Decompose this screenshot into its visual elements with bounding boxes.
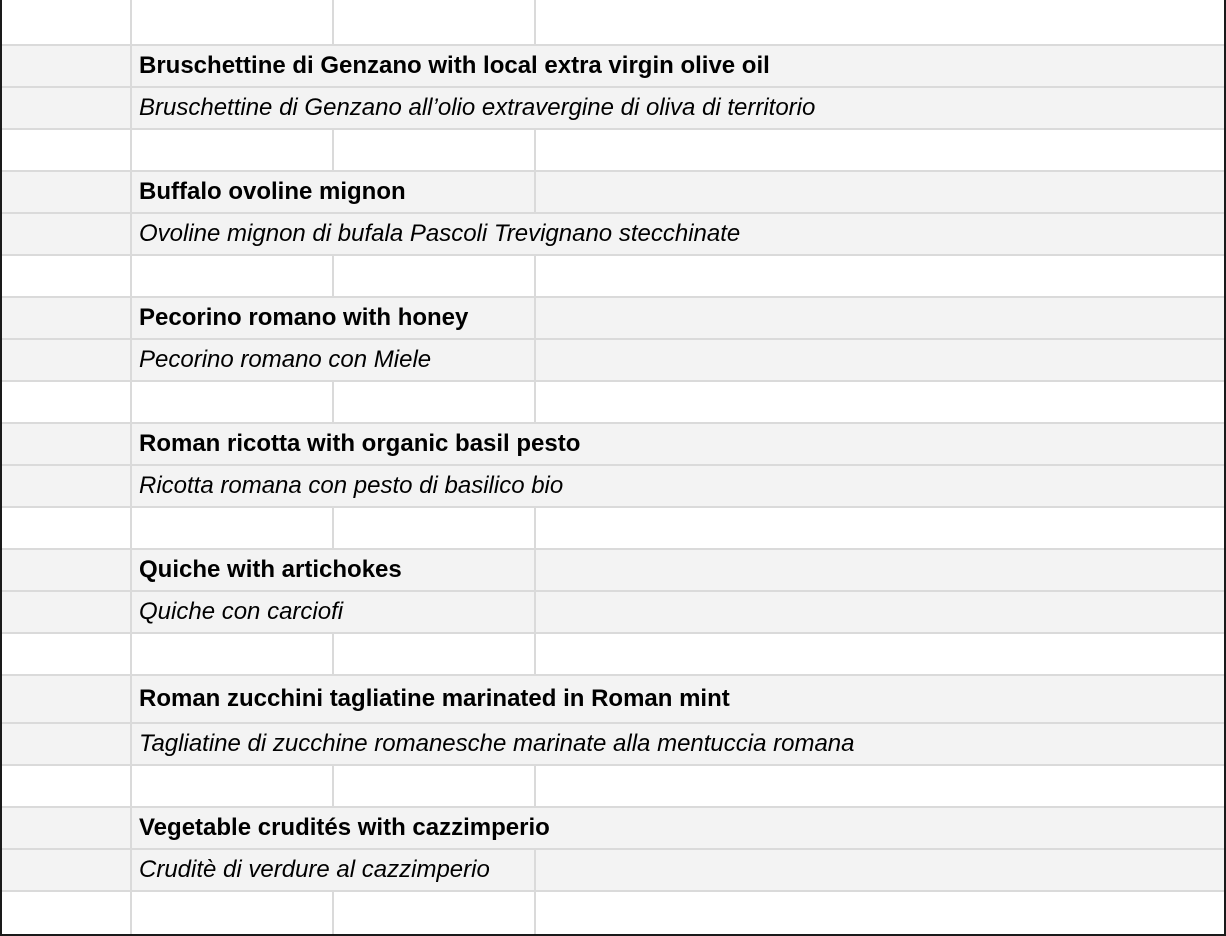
grid-row-italian (2, 850, 1224, 892)
menu-item-english-name[interactable]: Buffalo ovoline mignon (132, 172, 536, 212)
grid-row-italian (2, 466, 1224, 508)
grid-cell[interactable] (2, 592, 132, 632)
grid-row-english (2, 676, 1224, 724)
grid-cell[interactable] (132, 508, 334, 548)
grid-cell[interactable] (2, 256, 132, 296)
grid-cell[interactable] (132, 0, 334, 44)
grid-row-italian (2, 592, 1224, 634)
menu-item-english-name[interactable]: Roman zucchini tagliatine marinated in Roman mint (132, 676, 1224, 722)
grid-cell[interactable] (334, 634, 536, 674)
grid-row-english (2, 172, 1224, 214)
menu-item-italian-name[interactable]: Tagliatine di zucchine romanesche marinate alla mentuccia romana (132, 724, 1224, 764)
grid-cell[interactable] (2, 214, 132, 254)
grid-row-blank (2, 0, 1224, 46)
grid-cell[interactable] (132, 130, 334, 170)
grid-row-blank (2, 256, 1224, 298)
grid-cell[interactable] (334, 0, 536, 44)
menu-item-italian-name[interactable]: Quiche con carciofi (132, 592, 536, 632)
grid-cell[interactable] (2, 382, 132, 422)
grid-cell[interactable] (2, 298, 132, 338)
grid-row-english (2, 550, 1224, 592)
grid-cell[interactable] (132, 766, 334, 806)
grid-cell[interactable] (2, 508, 132, 548)
grid-cell[interactable] (2, 808, 132, 848)
grid-row-italian (2, 88, 1224, 130)
grid-row-blank (2, 508, 1224, 550)
grid-cell[interactable] (2, 172, 132, 212)
grid-cell[interactable] (536, 508, 1224, 548)
grid-cell[interactable] (334, 892, 536, 934)
menu-item-italian-name[interactable]: Bruschettine di Genzano all’olio extravergine di oliva di territorio (132, 88, 1224, 128)
grid-cell[interactable] (536, 0, 1224, 44)
grid-cell[interactable] (536, 592, 1224, 632)
grid-cell[interactable] (536, 340, 1224, 380)
grid-cell[interactable] (2, 424, 132, 464)
grid-cell[interactable] (132, 382, 334, 422)
grid-cell[interactable] (2, 676, 132, 722)
grid-row-english (2, 46, 1224, 88)
grid-cell[interactable] (2, 130, 132, 170)
menu-item-italian-name[interactable]: Cruditè di verdure al cazzimperio (132, 850, 536, 890)
grid-cell[interactable] (2, 0, 132, 44)
menu-item-italian-name[interactable]: Ovoline mignon di bufala Pascoli Trevignano stecchinate (132, 214, 1224, 254)
grid-cell[interactable] (536, 766, 1224, 806)
grid-cell[interactable] (536, 634, 1224, 674)
grid-row-italian (2, 340, 1224, 382)
menu-item-english-name[interactable]: Vegetable crudités with cazzimperio (132, 808, 1224, 848)
menu-item-italian-name[interactable]: Pecorino romano con Miele (132, 340, 536, 380)
grid-cell[interactable] (2, 766, 132, 806)
grid-cell[interactable] (536, 850, 1224, 890)
grid-cell[interactable] (334, 766, 536, 806)
grid-cell[interactable] (536, 130, 1224, 170)
grid-cell[interactable] (334, 256, 536, 296)
grid-cell[interactable] (2, 892, 132, 934)
grid-row-italian (2, 724, 1224, 766)
grid-row-blank (2, 382, 1224, 424)
grid-row-english (2, 808, 1224, 850)
grid-cell[interactable] (334, 382, 536, 422)
grid-row-blank (2, 892, 1224, 934)
menu-item-english-name[interactable]: Pecorino romano with honey (132, 298, 536, 338)
grid-cell[interactable] (2, 88, 132, 128)
grid-row-english (2, 424, 1224, 466)
grid-row-english (2, 298, 1224, 340)
grid-cell[interactable] (536, 382, 1224, 422)
grid-cell[interactable] (536, 172, 1224, 212)
menu-item-english-name[interactable]: Roman ricotta with organic basil pesto (132, 424, 1224, 464)
grid-cell[interactable] (2, 340, 132, 380)
grid-cell[interactable] (536, 256, 1224, 296)
grid-row-blank (2, 634, 1224, 676)
grid-cell[interactable] (334, 508, 536, 548)
grid-cell[interactable] (2, 550, 132, 590)
grid-cell[interactable] (2, 850, 132, 890)
grid-cell[interactable] (132, 634, 334, 674)
grid-cell[interactable] (2, 46, 132, 86)
grid-cell[interactable] (132, 892, 334, 934)
grid-cell[interactable] (536, 298, 1224, 338)
grid-cell[interactable] (536, 550, 1224, 590)
grid-cell[interactable] (334, 130, 536, 170)
grid-cell[interactable] (2, 634, 132, 674)
menu-item-english-name[interactable]: Quiche with artichokes (132, 550, 536, 590)
menu-item-english-name[interactable]: Bruschettine di Genzano with local extra virgin olive oil (132, 46, 1224, 86)
grid-row-blank (2, 130, 1224, 172)
grid-cell[interactable] (2, 724, 132, 764)
grid-cell[interactable] (132, 256, 334, 296)
grid-row-blank (2, 766, 1224, 808)
menu-item-italian-name[interactable]: Ricotta romana con pesto di basilico bio (132, 466, 1224, 506)
grid-row-italian (2, 214, 1224, 256)
grid-cell[interactable] (2, 466, 132, 506)
grid-cell[interactable] (536, 892, 1224, 934)
